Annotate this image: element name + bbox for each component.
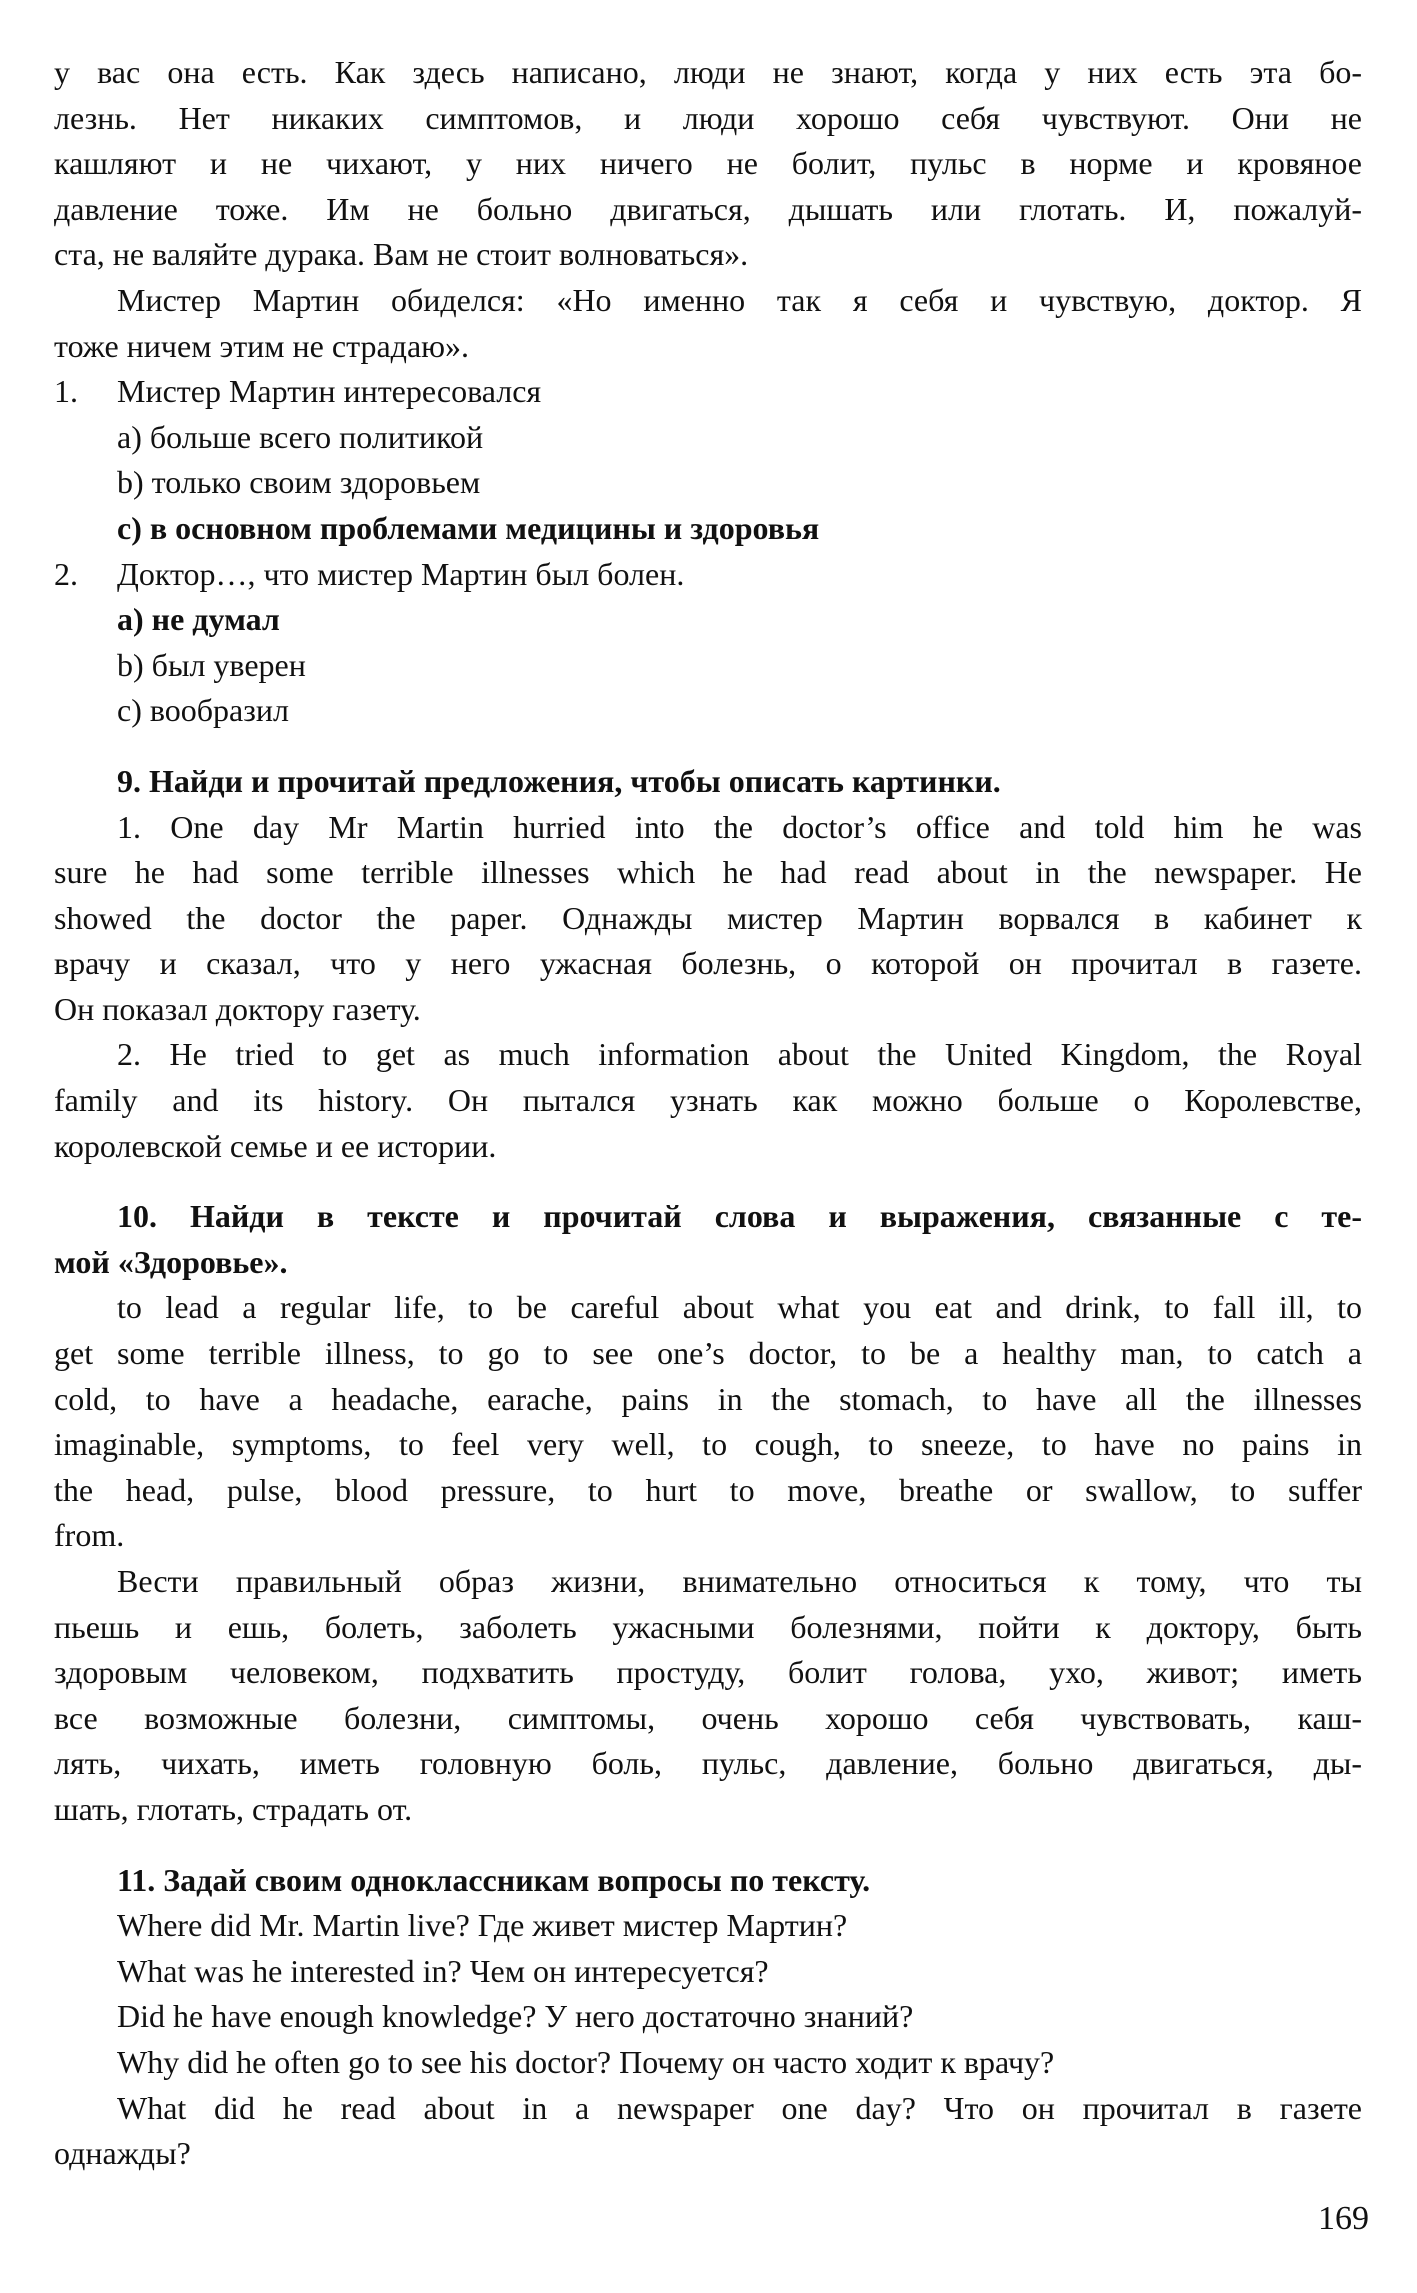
text-line: sure he had some terrible illnesses which he had read about in the newspaper. He	[54, 854, 1362, 891]
page-number: 169	[1318, 2200, 1369, 2237]
text-line: все возможные болезни, симптомы, очень хорошо себя чувствовать, каш-	[54, 1699, 1362, 1736]
heading-line: 11. Задай своим одноклассникам вопросы по тексту.	[117, 1861, 871, 1898]
text-line: to lead a regular life, to be careful about what you eat and drink, to fall ill, to	[117, 1289, 1362, 1326]
answer-option: c) вообразил	[117, 692, 289, 729]
text-line: 2. He tried to get as much information about the United Kingdom, the Royal	[117, 1036, 1362, 1073]
paragraph	[54, 50, 1362, 278]
text-line: 1. One day Mr Martin hurried into the doctor’s office and told him he was	[117, 808, 1362, 845]
question-line	[54, 552, 1362, 598]
question-text: Мистер Мартин интересовался	[117, 373, 542, 410]
question-line	[54, 369, 1362, 415]
text-line: imaginable, symptoms, to feel very well, to cough, to sneeze, to have no pains in	[54, 1426, 1362, 1463]
heading-line: мой «Здоровье».	[54, 1243, 288, 1280]
paragraph	[54, 1559, 1362, 1833]
text-line: лезнь. Нет никаких симптомов, и люди хорошо себя чувствуют. Они не	[54, 99, 1362, 136]
text-line: королевской семье и ее истории.	[54, 1127, 497, 1164]
text-line: the head, pulse, blood pressure, to hurt to move, breathe or swallow, to suffer	[54, 1471, 1362, 1508]
answer-option: a) больше всего политикой	[117, 418, 484, 455]
heading-line: 9. Найди и прочитай предложения, чтобы описать картинки.	[117, 762, 1001, 799]
text-line: кашляют и не чихают, у них ничего не болит, пульс в норме и кровяное	[54, 145, 1362, 182]
paragraph	[54, 2040, 1362, 2086]
paragraph	[54, 278, 1362, 369]
paragraph	[54, 1032, 1362, 1169]
text-line: What did he read about in a newspaper one day? Что он прочитал в газете	[117, 2089, 1362, 2126]
answer-option: c) в основном проблемами медицины и здоровья	[117, 509, 820, 546]
text-line: давление тоже. Им не больно двигаться, дышать или глотать. И, пожалуй-	[54, 190, 1362, 227]
text-line: showed the doctor the paper. Однажды мистер Мартин ворвался в кабинет к	[54, 899, 1362, 936]
paragraph	[54, 1285, 1362, 1559]
section-heading	[54, 759, 1362, 805]
text-line: Why did he often go to see his doctor? Почему он часто ходит к врачу?	[117, 2043, 1055, 2080]
text-line: family and its history. Он пытался узнать как можно больше о Королевстве,	[54, 1082, 1362, 1119]
paragraph	[54, 1949, 1362, 1995]
question-text: Доктор…, что мистер Мартин был болен.	[117, 555, 685, 592]
question-number: 1.	[54, 373, 78, 410]
text-line: Did he have enough knowledge? У него достаточно знаний?	[117, 1998, 914, 2035]
section-heading	[54, 1194, 1362, 1285]
text-line: Он показал доктору газету.	[54, 990, 421, 1027]
paragraph	[54, 1903, 1362, 1949]
text-line: ста, не валяйте дурака. Вам не стоит волноваться».	[54, 236, 749, 273]
answer-option: a) не думал	[117, 601, 280, 638]
question-1	[54, 369, 1362, 551]
text-line: у вас она есть. Как здесь написано, люди не знают, когда у них есть эта бо-	[54, 54, 1362, 90]
text-line: лять, чихать, иметь головную боль, пульс, давление, больно двигаться, ды-	[54, 1745, 1362, 1782]
paragraph	[54, 1994, 1362, 2040]
heading-line: 10. Найди в тексте и прочитай слова и выражения, связанные с те-	[117, 1198, 1362, 1235]
text-line: Вести правильный образ жизни, внимательно относиться к тому, что ты	[117, 1563, 1362, 1599]
text-line: пьешь и ешь, болеть, заболеть ужасными болезнями, пойти к доктору, быть	[54, 1608, 1362, 1645]
answer-option: b) только своим здоровьем	[117, 464, 481, 501]
page-text	[54, 50, 1362, 2177]
text-line: врачу и сказал, что у него ужасная болезнь, о которой он прочитал в газете.	[54, 945, 1362, 982]
text-line: здоровым человеком, подхватить простуду, болит голова, ухо, живот; иметь	[54, 1654, 1362, 1691]
text-line: cold, to have a headache, earache, pains in the stomach, to have all the illnesses	[54, 1380, 1362, 1417]
text-line: Where did Mr. Martin live? Где живет мистер Мартин?	[117, 1907, 848, 1944]
section-heading	[54, 1858, 1362, 1904]
text-line: What was he interested in? Чем он интересуется?	[117, 1952, 769, 1989]
text-line: Мистер Мартин обиделся: «Но именно так я себя и чувствую, доктор. Я	[117, 281, 1362, 318]
text-line: get some terrible illness, to go to see one’s doctor, to be a healthy man, to catch a	[54, 1335, 1362, 1372]
paragraph	[54, 2086, 1362, 2177]
answer-option: b) был уверен	[117, 646, 306, 683]
paragraph	[54, 805, 1362, 1033]
text-line: from.	[54, 1517, 125, 1554]
question-number: 2.	[54, 555, 78, 592]
text-line: тоже ничем этим не страдаю».	[54, 327, 470, 364]
text-line: однажды?	[54, 2135, 191, 2172]
text-line: шать, глотать, страдать от.	[54, 1790, 413, 1827]
question-2	[54, 552, 1362, 734]
